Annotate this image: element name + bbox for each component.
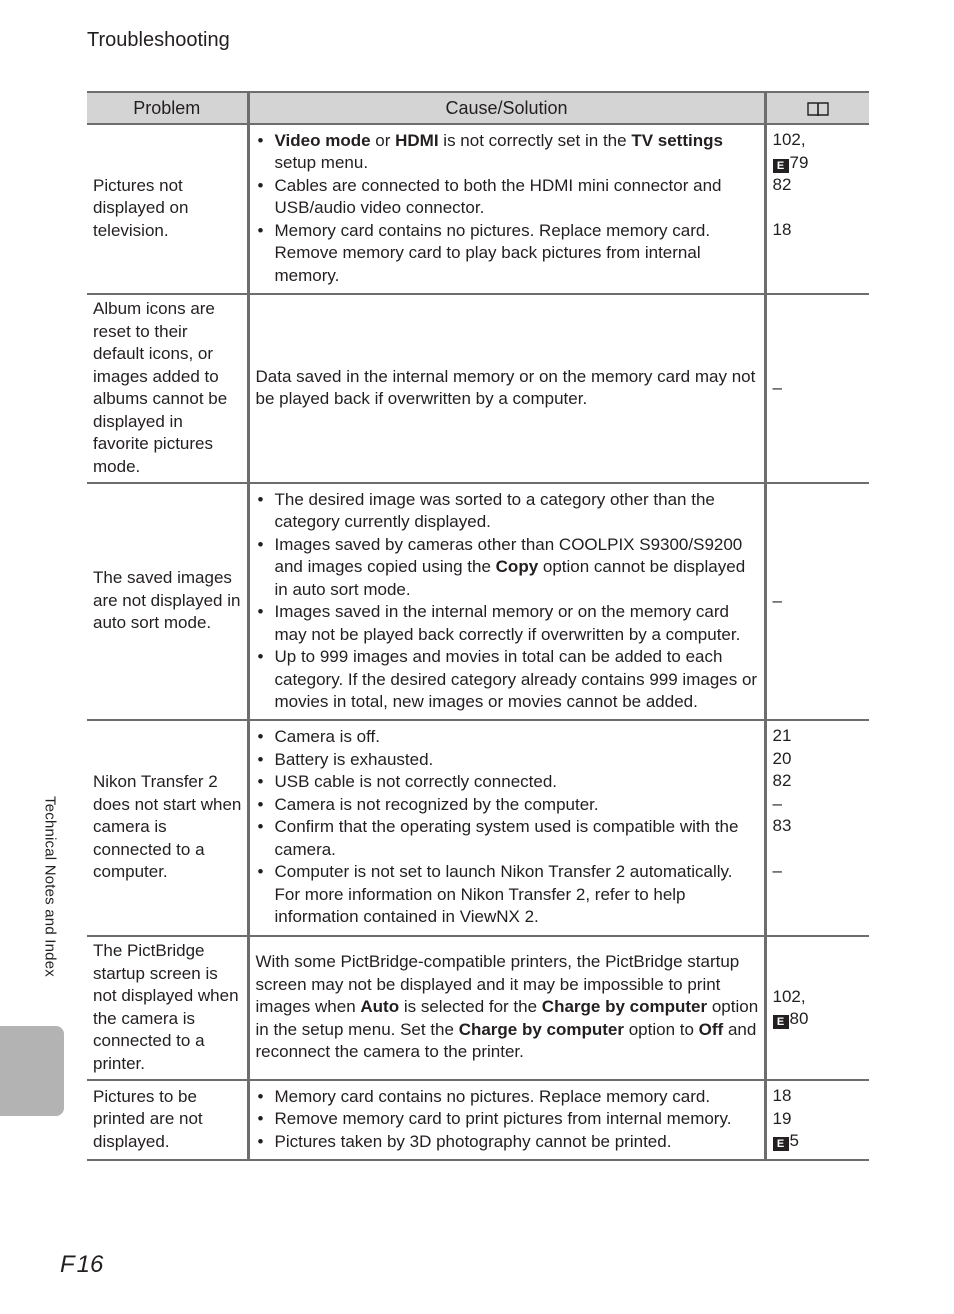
- table-row: [87, 483, 869, 720]
- solution-list: [256, 489, 759, 714]
- column-header-problem: Problem: [87, 92, 248, 124]
- text-run: option to: [624, 1019, 699, 1039]
- text-run: Camera is off.: [274, 727, 381, 747]
- list-item: [256, 861, 759, 929]
- text-run: Pictures taken by 3D photography cannot be printed.: [274, 1131, 672, 1151]
- text-run: or: [370, 130, 396, 150]
- table-row: [87, 936, 869, 1080]
- solution-list: [256, 726, 759, 929]
- bold-term: HDMI: [395, 130, 439, 150]
- list-item: [256, 1131, 759, 1154]
- page-reference: [773, 152, 865, 175]
- text-run: Images saved in the internal memory or on the memory card may not be played back correctly if overwritten by a computer.: [274, 602, 741, 644]
- text-run: option cannot be displayed in auto sort mode.: [274, 557, 746, 599]
- text-run: setup menu.: [274, 153, 369, 173]
- text-run: is not correctly set in the: [438, 130, 632, 150]
- reference-section-icon: E: [773, 1137, 789, 1151]
- text-run: Camera is not recognized by the computer.: [274, 794, 599, 814]
- list-item: [256, 794, 759, 817]
- solution-cell: [248, 483, 765, 720]
- page-reference: 20: [772, 748, 792, 768]
- list-item: [256, 130, 759, 175]
- table-header-row: [87, 92, 869, 124]
- list-item: [256, 749, 759, 772]
- reference-page-number: 80: [789, 1009, 809, 1028]
- text-run: Cables are connected to both the HDMI mini connector and USB/audio video connector.: [274, 175, 722, 218]
- problem-cell: Nikon Transfer 2 does not start when camera is connected to a computer.: [87, 720, 248, 936]
- list-item: [256, 816, 759, 861]
- text-run: USB cable is not correctly connected.: [274, 772, 558, 792]
- page-reference: 21: [772, 726, 792, 745]
- list-item: [256, 220, 759, 288]
- section-title: Troubleshooting: [87, 29, 230, 51]
- page-reference: 18: [772, 220, 792, 239]
- side-section-tab: [0, 1026, 64, 1116]
- bold-term: Copy: [495, 557, 539, 576]
- table-row: [87, 720, 869, 936]
- problem-cell: The saved images are not displayed in auto sort mode.: [87, 483, 248, 720]
- solution-cell: [248, 124, 765, 294]
- list-item: [256, 601, 759, 646]
- reference-cell: [765, 483, 869, 720]
- list-item: [256, 534, 759, 602]
- reference-cell: [765, 936, 869, 1080]
- page-reference: 83: [772, 816, 792, 835]
- text-run: With some PictBridge-compatible printers, the PictBridge startup screen may not be displayed and it may be impossible to print images when: [255, 952, 740, 1017]
- text-run: Remove memory card to print pictures from internal memory.: [274, 1109, 732, 1129]
- text-run: option in the setup menu. Set the: [255, 997, 759, 1039]
- list-item: [256, 646, 759, 714]
- reference-cell: [765, 294, 869, 483]
- solution-cell: [248, 1080, 765, 1160]
- page-number: [60, 1250, 103, 1280]
- text-run: Memory card contains no pictures. Replace memory card. Remove memory card to play back pictures from internal memory.: [274, 220, 711, 285]
- text-run: Up to 999 images and movies in total can be added to each category. If the desired category already contains 999 images or movies in total, new images or movies cannot be added.: [274, 647, 758, 711]
- text-run: Images saved by cameras other than COOLPIX S9300/S9200 and images copied using the: [274, 534, 743, 576]
- page-reference: 18: [772, 1086, 792, 1105]
- column-header-reference: [765, 92, 869, 124]
- list-item: [256, 175, 759, 220]
- bold-term: Charge by computer: [541, 997, 708, 1017]
- page-reference: –: [772, 793, 782, 813]
- bold-term: Auto: [360, 997, 400, 1017]
- problem-cell: Pictures not displayed on television.: [87, 124, 248, 294]
- text-run: The desired image was sorted to a category other than the category currently displayed.: [274, 489, 715, 531]
- page-reference: 102,: [772, 986, 806, 1006]
- page-reference: [773, 1130, 865, 1153]
- text-run: Battery is exhausted.: [274, 749, 434, 769]
- page-reference: 102,: [772, 130, 806, 149]
- text-run: Data saved in the internal memory or on the memory card may not be played back if overwritten by a computer.: [255, 366, 756, 408]
- problem-cell: Pictures to be printed are not displayed.: [87, 1080, 248, 1160]
- text-run: Computer is not set to launch Nikon Transfer 2 automatically. For more information on Nikon Transfer 2, refer to help information contained in ViewNX 2.: [274, 862, 733, 927]
- solution-cell: [248, 720, 765, 936]
- list-item: [256, 1108, 759, 1131]
- reference-section-icon: E: [773, 1015, 789, 1029]
- page-reference: 82: [772, 771, 792, 790]
- reference-cell: [765, 720, 869, 936]
- bold-term: Charge by computer: [458, 1019, 624, 1039]
- text-run: Confirm that the operating system used is compatible with the camera.: [274, 817, 739, 859]
- troubleshooting-table: [87, 91, 869, 1161]
- side-section-label: Technical Notes and Index: [41, 796, 59, 977]
- list-item: [256, 726, 759, 749]
- solution-list: [256, 130, 759, 288]
- reference-page-number: 79: [789, 152, 809, 172]
- list-item: [256, 1086, 759, 1109]
- book-icon: [806, 101, 830, 117]
- list-item: [256, 771, 759, 794]
- problem-cell: The PictBridge startup screen is not displayed when the camera is connected to a printer.: [87, 936, 248, 1080]
- table-row: [87, 1080, 869, 1160]
- page-reference: –: [772, 591, 782, 611]
- page-number-value: 16: [76, 1251, 104, 1278]
- bold-term: Off: [698, 1019, 724, 1039]
- text-run: is selected for the: [399, 997, 542, 1017]
- list-item: [256, 489, 759, 534]
- bold-term: TV settings: [631, 130, 723, 150]
- solution-list: [256, 1086, 759, 1154]
- page-reference: [773, 197, 865, 220]
- table-row: [87, 294, 869, 483]
- page-reference: [773, 838, 865, 861]
- page-reference: 19: [772, 1108, 792, 1128]
- reference-section-icon: F: [60, 1251, 75, 1278]
- page-reference: [773, 1008, 865, 1031]
- text-run: Memory card contains no pictures. Replace memory card.: [274, 1086, 711, 1106]
- solution-cell: [248, 294, 765, 483]
- column-header-cause-solution: Cause/Solution: [248, 92, 765, 124]
- page-reference: –: [772, 861, 782, 880]
- reference-cell: [765, 124, 869, 294]
- bold-term: Video mode: [274, 130, 371, 150]
- page-reference: 82: [772, 175, 792, 194]
- reference-page-number: 5: [789, 1131, 799, 1150]
- reference-section-icon: E: [773, 159, 789, 173]
- solution-cell: [248, 936, 765, 1080]
- table-row: [87, 124, 869, 294]
- problem-cell: Album icons are reset to their default icons, or images added to albums cannot be displayed in favorite pictures mode.: [87, 294, 248, 483]
- text-run: and reconnect the camera to the printer.: [255, 1019, 757, 1062]
- reference-cell: [765, 1080, 869, 1160]
- page-reference: –: [772, 378, 782, 398]
